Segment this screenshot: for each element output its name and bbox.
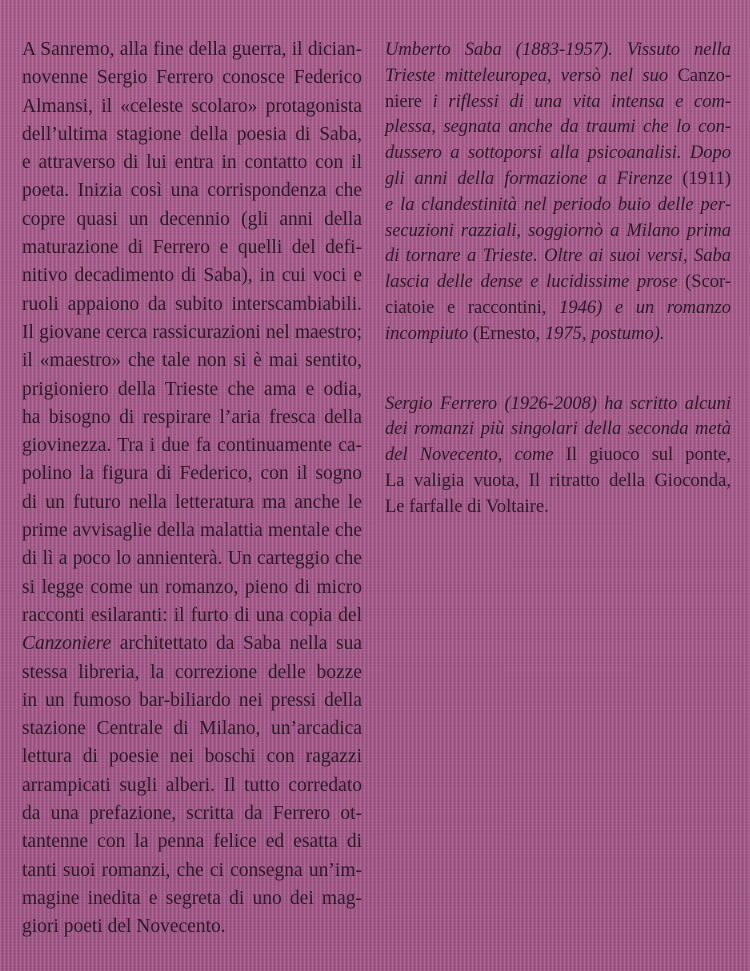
book-blurb bbox=[22, 36, 362, 942]
text-line bbox=[22, 347, 362, 375]
italic-text: plessa, segnata anche da traumi che lo con- bbox=[385, 117, 731, 138]
roman-text: La valigia vuota, Il ritratto della Gioconda, bbox=[385, 470, 731, 491]
roman-text: novenne Sergio Ferrero conosce Federico bbox=[22, 67, 362, 89]
roman-text: giori poeti del Novecento. bbox=[22, 916, 226, 938]
text-line bbox=[385, 193, 731, 219]
italic-text: dei romanzi più singolari della seconda metà bbox=[385, 419, 731, 440]
text-line bbox=[22, 545, 362, 573]
roman-text: prigioniero della Trieste che ama e odia, bbox=[22, 378, 362, 400]
text-line bbox=[22, 206, 362, 234]
italic-text: secuzioni razziali, soggiornò a Milano prima bbox=[385, 220, 731, 241]
text-line bbox=[385, 469, 731, 495]
roman-text: prime avvisaglie della malattia mentale che bbox=[22, 520, 362, 542]
roman-text: ruoli appaiono da subito interscambiabili. bbox=[22, 293, 362, 315]
text-line bbox=[22, 489, 362, 517]
roman-text: A Sanremo, alla fine della guerra, il dician- bbox=[22, 39, 362, 60]
roman-text: si legge come un romanzo, pieno di micro bbox=[22, 576, 362, 598]
italic-text: di tornare a Trieste. Oltre ai suoi versi, Saba bbox=[385, 246, 731, 267]
italic-text: e la clandestinità nel periodo buio delle per- bbox=[385, 194, 731, 215]
roman-text: architettato da Saba nella sua bbox=[111, 633, 362, 655]
text-line bbox=[385, 64, 731, 90]
text-line bbox=[22, 800, 362, 828]
roman-text: arrampicati sugli alberi. Il tutto corredato bbox=[22, 774, 362, 796]
text-line bbox=[385, 443, 731, 469]
roman-text: stessa libreria, la correzione delle bozze bbox=[22, 661, 362, 683]
text-line bbox=[22, 828, 362, 856]
text-line bbox=[22, 772, 362, 800]
roman-text: lettura di poesie nei boschi con ragazzi bbox=[22, 746, 362, 768]
text-line bbox=[22, 64, 362, 92]
text-line bbox=[385, 270, 731, 296]
saba-bio-paragraph bbox=[385, 38, 731, 348]
roman-text: stazione Centrale di Milano, un’arcadica bbox=[22, 718, 362, 740]
text-line bbox=[22, 319, 362, 347]
author-bios bbox=[385, 38, 731, 521]
roman-text: maturazione di Ferrero e quelli del defi- bbox=[22, 237, 362, 259]
italic-text: lascia delle dense e lucidissime prose bbox=[385, 272, 686, 293]
roman-text: giovinezza. Tra i due fa continuamente ca- bbox=[22, 435, 362, 457]
ferrero-bio-paragraph bbox=[385, 392, 731, 521]
text-line bbox=[22, 93, 362, 121]
text-line bbox=[22, 659, 362, 687]
roman-text: tanti suoi romanzi, che ci consegna un’im- bbox=[22, 859, 362, 881]
roman-text: e attraverso di lui entra in contatto con il bbox=[22, 152, 362, 174]
roman-text: Le farfalle di Voltaire. bbox=[385, 496, 549, 517]
text-line bbox=[22, 376, 362, 404]
roman-text: copre quasi un decennio (gli anni della bbox=[22, 208, 362, 230]
blurb-paragraph bbox=[22, 36, 362, 942]
text-line bbox=[22, 743, 362, 771]
text-line bbox=[385, 322, 731, 348]
italic-text: Umberto Saba (1883-1957). Vissuto nella bbox=[385, 40, 731, 60]
text-line bbox=[385, 417, 731, 443]
roman-text: nitivo decadimento di Saba), in cui voci e bbox=[22, 265, 362, 287]
italic-text: Canzoniere bbox=[22, 633, 112, 655]
roman-text: ha bisogno di respirare l’aria fresca della bbox=[22, 406, 362, 428]
italic-text: 1946) e un romanzo bbox=[559, 297, 731, 318]
text-line bbox=[385, 115, 731, 141]
roman-text: (Ernesto, bbox=[472, 323, 545, 344]
text-line bbox=[22, 404, 362, 432]
text-line bbox=[22, 291, 362, 319]
roman-text: (Scor- bbox=[685, 272, 731, 293]
italic-text: incompiuto bbox=[385, 323, 473, 344]
italic-text: 1975, postumo). bbox=[544, 323, 665, 344]
text-line bbox=[22, 36, 362, 64]
roman-text: Il giovane cerca rassicurazioni nel maestro; bbox=[22, 321, 362, 343]
roman-text: poeta. Inizia così una corrispondenza che bbox=[22, 180, 362, 202]
text-line bbox=[22, 574, 362, 602]
text-line bbox=[22, 687, 362, 715]
text-line bbox=[385, 495, 731, 521]
roman-text: magine inedita e segreta di uno dei mag- bbox=[22, 887, 362, 909]
text-line bbox=[22, 885, 362, 913]
text-line bbox=[22, 857, 362, 885]
text-line bbox=[22, 234, 362, 262]
text-line bbox=[22, 517, 362, 545]
text-line bbox=[385, 392, 731, 418]
roman-text: Il giuoco sul ponte, bbox=[565, 445, 731, 466]
text-line bbox=[22, 715, 362, 743]
italic-text: dussero a sottoporsi alla psicoanalisi. Dopo bbox=[385, 143, 731, 164]
roman-text: dell’ultima stagione della poesia di Saba, bbox=[22, 123, 362, 145]
text-line bbox=[385, 90, 731, 116]
text-line bbox=[385, 219, 731, 245]
text-line bbox=[385, 244, 731, 270]
italic-text: gli anni della formazione a Firenze bbox=[385, 168, 683, 189]
roman-text: il «maestro» che tale non si è mai sentito, bbox=[22, 350, 362, 372]
roman-text: tantenne con la penna felice ed esatta di bbox=[22, 831, 362, 853]
text-line bbox=[22, 630, 362, 658]
text-line bbox=[22, 602, 362, 630]
italic-text: i riflessi di una vita intensa e com- bbox=[432, 91, 731, 112]
roman-text: racconti esilaranti: il furto di una copia del bbox=[22, 604, 362, 626]
text-line bbox=[22, 149, 362, 177]
roman-text: ciatoie e raccontini, bbox=[385, 297, 560, 318]
italic-text: Trieste mitteleuropea, versò nel suo bbox=[385, 65, 678, 86]
italic-text: Sergio Ferrero (1926-2008) ha scritto alcuni bbox=[385, 393, 731, 414]
roman-text: di un futuro nella letteratura ma anche le bbox=[22, 491, 362, 513]
text-line bbox=[22, 460, 362, 488]
roman-text: niere bbox=[385, 91, 433, 112]
roman-text: da una prefazione, scritta da Ferrero ot- bbox=[22, 803, 362, 825]
italic-text: del Novecento, come bbox=[385, 445, 566, 466]
roman-text: (1911) bbox=[682, 168, 731, 189]
text-line bbox=[22, 432, 362, 460]
text-line bbox=[385, 141, 731, 167]
roman-text: Almansi, il «celeste scolaro» protagonista bbox=[22, 95, 362, 117]
text-line bbox=[385, 167, 731, 193]
roman-text: di lì a poco lo annienterà. Un carteggio che bbox=[22, 548, 362, 570]
roman-text: in un fumoso bar-biliardo nei pressi della bbox=[22, 689, 362, 711]
text-line bbox=[385, 38, 731, 64]
text-line bbox=[22, 177, 362, 205]
roman-text: polino la figura di Federico, con il sogno bbox=[22, 463, 362, 485]
text-line bbox=[22, 121, 362, 149]
text-line bbox=[22, 913, 362, 941]
roman-text: Canzo- bbox=[677, 65, 731, 86]
text-line bbox=[385, 296, 731, 322]
text-line bbox=[22, 262, 362, 290]
